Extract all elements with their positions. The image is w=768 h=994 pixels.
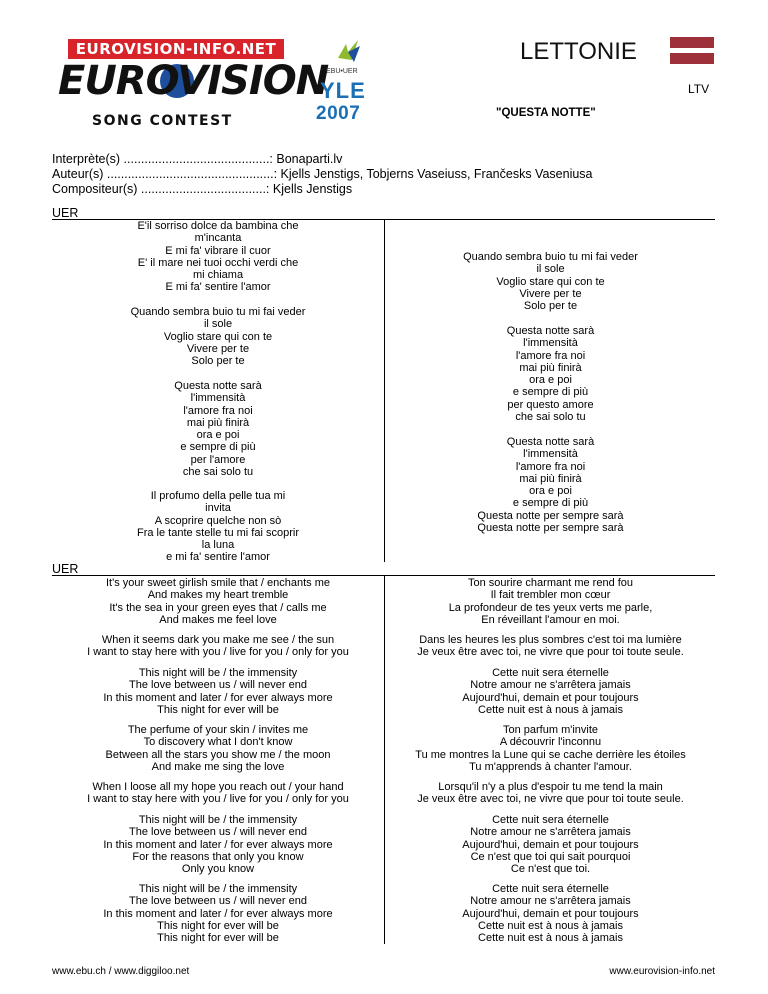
original-left-stanza: E'il sorriso dolce da bambina che m'incanta E mi fa' vibrare il cuor E' il mare nei tuoi occhi verdi che mi chiama E mi fa' sentire l'amor [137, 220, 299, 294]
author-label: Auteur(s) ................................................: [52, 167, 278, 181]
author-value: Kjells Jenstigs, Tobjerns Vaseiuss, Frančesks Vaseniusa [280, 167, 593, 181]
original-right-stanza: Questa notte sarà l'immensità l'amore fra noi mai più finirà ora e poi e sempre di più Questa notte per sempre sarà Questa notte per sempre sarà [477, 436, 624, 535]
song-title: "QUESTA NOTTE" [496, 107, 596, 119]
composer-value: Kjells Jenstigs [272, 182, 353, 196]
original-right-stanza: Quando sembra buio tu mi fai veder il sole Voglio stare qui con te Vivere per te Solo per te [463, 251, 638, 313]
broadcaster-year: 2007 [316, 103, 361, 124]
english-stanza: This night will be / the immensity The love between us / will never end In this moment and later / for ever always more For the reasons that only you know Only you know [103, 814, 333, 876]
performer-row [52, 152, 593, 167]
original-left-stanza: Il profumo della pelle tua mi invita A scoprire quelche non sò Fra le tante stelle tu mi fai scoprir la luna e mi fa' sentire l'amor [136, 490, 299, 564]
french-stanza: Cette nuit sera éternelle Notre amour ne s'arrêtera jamais Aujourd'hui, demain et pour toujours Cette nuit est à nous à jamais [462, 667, 639, 716]
french-stanza: Ton parfum m'invite A découvrir l'inconnu Tu me montres la Lune qui se cache derrière les étoiles Tu m'apprends à chanter l'amour. [415, 724, 686, 773]
original-left-stanza: Questa notte sarà l'immensità l'amore fra noi mai più finirà ora e poi e sempre di più per l'amore che sai solo tu [174, 380, 262, 479]
translation-section-label: UER [52, 562, 79, 576]
french-stanza: Cette nuit sera éternelle Notre amour ne s'arrêtera jamais Aujourd'hui, demain et pour toujours Cette nuit est à nous à jamais Cette nuit est à nous à jamais [462, 883, 639, 945]
original-right-stanza: Questa notte sarà l'immensità l'amore fra noi mai più finirà ora e poi e sempre di più per questo amore che sai solo tu [506, 325, 595, 424]
author-row [52, 167, 593, 182]
composer-row [52, 182, 593, 197]
site-badge: EUROVISION-INFO.NET [68, 39, 284, 59]
original-left-stanza: Quando sembra buio tu mi fai veder il sole Voglio stare qui con te Vivere per te Solo per te [130, 306, 306, 368]
english-stanza: The perfume of your skin / invites me To discovery what I don't know Between all the stars you show me / the moon And make me sing the love [105, 724, 331, 773]
english-stanza: It's your sweet girlish smile that / enchants me And makes my heart tremble It's the sea in your green eyes that / calls me And makes me feel love [105, 577, 331, 626]
broadcaster-ebu: EBU•UER [326, 68, 358, 75]
country-name: LETTONIE [520, 38, 637, 65]
eurovision-logo-word: EUROVISION [58, 58, 329, 104]
eurovision-logo-subtitle: SONG CONTEST [92, 113, 233, 129]
performer-label: Interprète(s) ..........................................: [52, 152, 273, 166]
performer-value: Bonaparti.lv [276, 152, 343, 166]
composer-label: Compositeur(s) ....................................: [52, 182, 270, 196]
french-stanza: Lorsqu'il n'y a plus d'espoir tu me tend la main Je veux être avec toi, ne vivre que pour toi toute seule. [417, 781, 684, 806]
english-stanza: When it seems dark you make me see / the sun I want to stay here with you / live for you / only for you [87, 634, 349, 659]
french-stanza: Ton sourire charmant me rend fou Il fait trembler mon cœur La profondeur de tes yeux verts me parle, En réveillant l'amour en moi. [448, 577, 653, 626]
column-divider [384, 220, 385, 562]
broadcaster-name: YLE [320, 78, 366, 103]
french-stanza: Dans les heures les plus sombres c'est toi ma lumière Je veux être avec toi, ne vivre que pour toi toute seule. [417, 634, 684, 659]
country-code: LTV [688, 82, 710, 96]
stars-logo-icon [334, 36, 364, 66]
english-stanza: When I loose all my hope you reach out / your hand I want to stay here with you / live for you / only for you [87, 781, 349, 806]
original-section-label: UER [52, 206, 79, 220]
french-stanza: Cette nuit sera éternelle Notre amour ne s'arrêtera jamais Aujourd'hui, demain et pour toujours Ce n'est que toi qui sait pourquoi Ce n'est que toi. [462, 814, 639, 876]
column-divider [384, 576, 385, 944]
latvia-flag-icon [670, 37, 714, 64]
english-stanza: This night will be / the immensity The love between us / will never end In this moment and later / for ever always more This night for ever will be [103, 667, 333, 716]
english-stanza: This night will be / the immensity The love between us / will never end In this moment and later / for ever always more This night for ever will be This night for ever will be [103, 883, 333, 945]
footer-right-link[interactable]: www.eurovision-info.net [609, 966, 715, 977]
credits [52, 152, 593, 197]
footer-left-link[interactable]: www.ebu.ch / www.diggiloo.net [52, 966, 190, 977]
